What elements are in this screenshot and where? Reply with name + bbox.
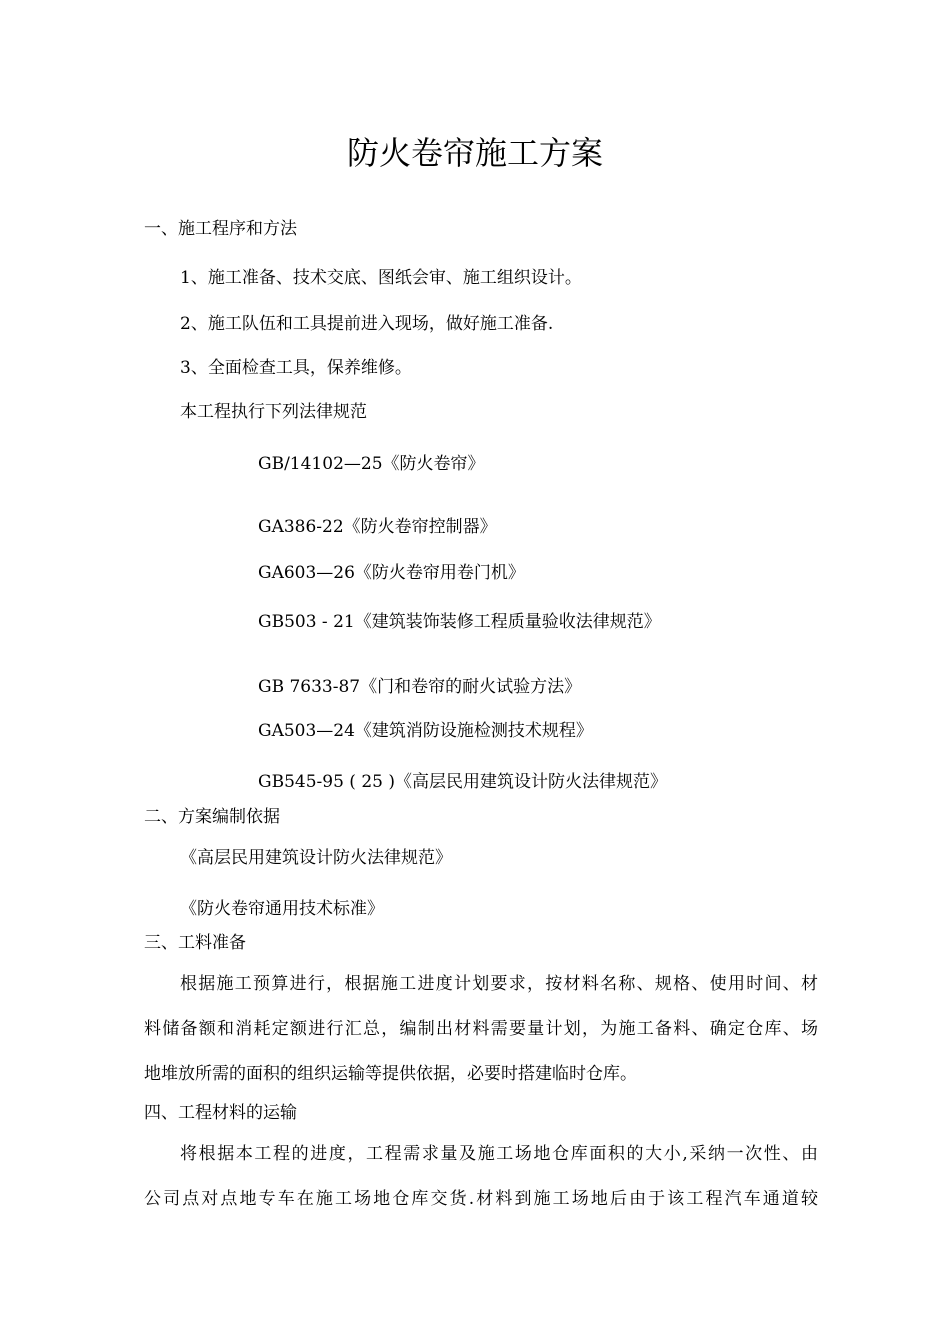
basis-item: 《高层民用建筑设计防火法律规范》 bbox=[180, 848, 452, 868]
section-1-heading: 一、施工程序和方法 bbox=[144, 219, 297, 239]
section-3-heading: 三、工料准备 bbox=[144, 933, 246, 953]
standard-item: GB 7633-87《门和卷帘的耐火试验方法》 bbox=[258, 677, 582, 697]
standard-item: GB503 - 21《建筑装饰装修工程质量验收法律规范》 bbox=[258, 612, 661, 632]
standard-item: GB/14102—25《防火卷帘》 bbox=[258, 454, 485, 474]
section-4-heading: 四、工程材料的运输 bbox=[144, 1103, 297, 1123]
standards-intro: 本工程执行下列法律规范 bbox=[180, 402, 367, 422]
standard-item: GA603—26《防火卷帘用卷门机》 bbox=[258, 563, 525, 583]
list-item: 1、施工准备、技术交底、图纸会审、施工组织设计。 bbox=[180, 268, 582, 288]
paragraph-line: 料储备额和消耗定额进行汇总，编制出材料需要量计划，为施工备料、确定仓库、场 bbox=[144, 1019, 818, 1039]
paragraph-line: 地堆放所需的面积的组织运输等提供依据，必要时搭建临时仓库。 bbox=[144, 1064, 637, 1084]
document-title: 防火卷帘施工方案 bbox=[346, 134, 603, 172]
paragraph-line: 将根据本工程的进度，工程需求量及施工场地仓库面积的大小,采纳一次性、由 bbox=[180, 1144, 818, 1164]
list-item: 3、全面检查工具，保养维修。 bbox=[180, 358, 412, 378]
standard-item: GA503—24《建筑消防设施检测技术规程》 bbox=[258, 721, 593, 741]
list-item: 2、施工队伍和工具提前进入现场，做好施工准备. bbox=[180, 314, 554, 334]
standard-item: GB545-95 ( 25 )《高层民用建筑设计防火法律规范》 bbox=[258, 772, 668, 792]
paragraph-line: 根据施工预算进行，根据施工进度计划要求，按材料名称、规格、使用时间、材 bbox=[180, 974, 818, 994]
basis-item: 《防火卷帘通用技术标准》 bbox=[180, 899, 384, 919]
paragraph-line: 公司点对点地专车在施工场地仓库交货.材料到施工场地后由于该工程汽车通道较 bbox=[144, 1189, 818, 1209]
section-2-heading: 二、方案编制依据 bbox=[144, 807, 280, 827]
standard-item: GA386-22《防火卷帘控制器》 bbox=[258, 517, 497, 537]
